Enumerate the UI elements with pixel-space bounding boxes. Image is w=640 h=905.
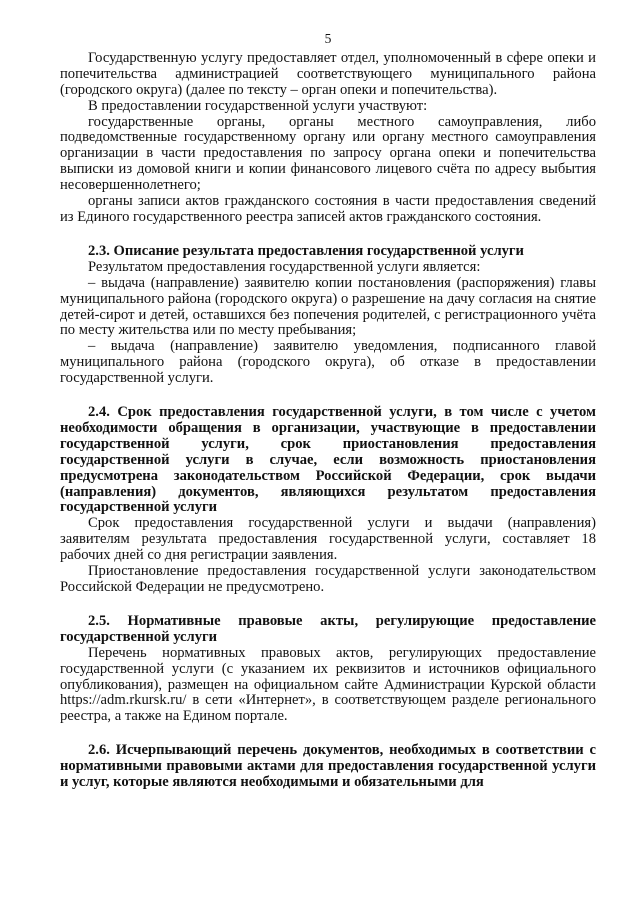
section-2-3-paragraph-3: – выдача (направление) заявителю уведомления, подписанного главой муниципального района (городского округа), об отказе в предоставлении государственной услуги. [60,338,596,387]
intro-paragraph-2: В предоставлении государственной услуги участвуют: [88,97,428,114]
section-2-4-paragraph-1: Срок предоставления государственной услуги и выдачи (направления) заявителям результата предоставления государственной услуги, составляет 18 рабочих дней со дня регистрации заявления. [60,515,596,564]
page-number: 5 [324,31,332,46]
section-2-3-paragraph-1: Результатом предоставления государственной услуги является: [88,258,481,275]
section-2-4-heading: 2.4. Срок предоставления государственной услуги, в том числе с учетом необходимости обращения в организации, участвующие в предоставлении государственной услуги, срок приостановления предоставления государственной услуги в случае, если возможность приостановления предусмотрена законодательством Российской Федерации, срок выдачи (направления) документов, являющихся результатом предоставления государственной услуги [60,404,596,516]
section-2-3-paragraph-2: – выдача (направление) заявителю копии постановления (распоряжения) главы муниципального района (городского округа) о разрешение на дачу согласия на снятие детей-сирот и детей, оставшихся без попечения родителей, с регистрационного учёта по месту жительства или по месту пребывания; [60,274,596,339]
section-2-5-paragraph-1: Перечень нормативных правовых актов, регулирующих предоставление государственной услуги (с указанием их реквизитов и источников официального опубликования), размещен на официальном сайте Администрации Курской области https://adm.rkursk.ru/ в сети «Интернет», в соответствующем разделе регионального реестра, а также на Едином портале. [60,644,596,725]
intro-paragraph-4: органы записи актов гражданского состояния в части предоставления сведений из Единого государственного реестра записей актов гражданского состояния. [60,193,596,225]
intro-paragraph-1: Государственную услугу предоставляет отдел, уполномоченный в сфере опеки и попечительства администрацией соответствующего муниципального района (городского округа) (далее по тексту – орган опеки и попечительства). [60,49,596,98]
section-2-4-paragraph-2: Приостановление предоставления государственной услуги законодательством Российской Федерации не предусмотрено. [60,563,596,595]
section-2-6-heading: 2.6. Исчерпывающий перечень документов, необходимых в соответствии с нормативными правовыми актами для предоставления государственной услуги и услуг, которые являются необходимыми и обязательными для [60,742,596,791]
section-2-5-heading: 2.5. Нормативные правовые акты, регулирующие предоставление государственной услуги [60,612,596,645]
section-2-3-heading: 2.3. Описание результата предоставления государственной услуги [88,242,524,259]
intro-paragraph-3: государственные органы, органы местного самоуправления, либо подведомственные государственному органу или органу местного самоуправления организации в части предоставления по запросу органа опеки и попечительства выписки из домовой книги и копии финансового лицевого счёта по адресу выбытия несовершеннолетнего; [60,113,596,194]
